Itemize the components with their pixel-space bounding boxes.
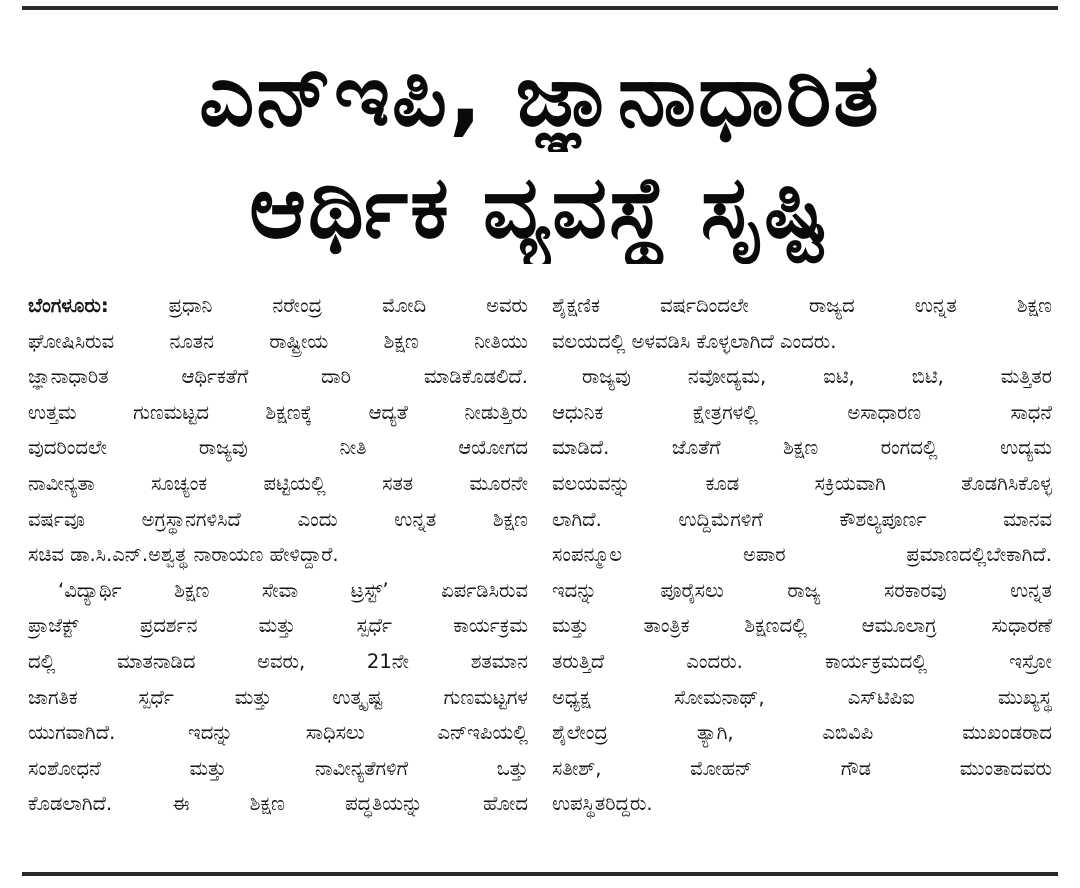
article-line: ಸಚಿವ ಡಾ.ಸಿ.ಎನ್.ಅಶ್ವತ್ಥ ನಾರಾಯಣ ಹೇಳಿದ್ದಾರೆ. <box>28 543 339 567</box>
article-line-text: ಪ್ರಧಾನಿ ನರೇಂದ್ರ ಮೋದಿ ಅವರು <box>108 294 528 317</box>
article-line: ತರುತ್ತಿದೆ ಎಂದರು. ಕಾರ್ಯಕ್ರಮದಲ್ಲಿ ಇಸ್ರೋ <box>552 649 1052 673</box>
article-column-left <box>28 288 528 822</box>
article-line: ಉಪಸ್ಥಿತರಿದ್ದರು. <box>552 792 653 816</box>
article-line: ಸಂಶೋಧನೆ ಮತ್ತು ನಾವೀನ್ಯತೆಗಳಿಗೆ ಒತ್ತು <box>28 756 528 780</box>
article-line: ಅಧ್ಯಕ್ಷ ಸೋಮನಾಥ್, ಎಸ್‌ಟಿಪಿಐ ಮುಖ್ಯಸ್ಥ <box>552 685 1052 709</box>
article-line: ಆಧುನಿಕ ಕ್ಷೇತ್ರಗಳಲ್ಲಿ ಅಸಾಧಾರಣ ಸಾಧನೆ <box>552 400 1052 424</box>
article-line: ಉತ್ತಮ ಗುಣಮಟ್ಟದ ಶಿಕ್ಷಣಕ್ಕೆ ಆದ್ಯತೆ ನೀಡುತ್ತಿರು <box>28 400 528 424</box>
top-rule <box>22 6 1058 10</box>
headline-line-1: ಎನ್‌ಇಪಿ, ಜ್ಞಾನಾಧಾರಿತ <box>199 46 881 146</box>
headline-line-2: ಆರ್ಥಿಕ ವ್ಯವಸ್ಥೆ ಸೃಷ್ಟಿ <box>249 158 831 258</box>
article-line: ಜ್ಞಾನಾಧಾರಿತ ಆರ್ಥಿಕತೆಗೆ ದಾರಿ ಮಾಡಿಕೊಡಲಿದೆ. <box>28 365 528 389</box>
article-line: ವಲಯದಲ್ಲಿ ಅಳವಡಿಸಿ ಕೊಳ್ಳಲಾಗಿದೆ ಎಂದರು. <box>552 329 837 353</box>
article-line: ‘ವಿದ್ಯಾರ್ಥಿ ಶಿಕ್ಷಣ ಸೇವಾ ಟ್ರಸ್ಟ್’ ಏರ್ಪಡಿಸಿರುವ <box>58 578 528 602</box>
article-line: ಮತ್ತು ತಾಂತ್ರಿಕ ಶಿಕ್ಷಣದಲ್ಲಿ ಆಮೂಲಾಗ್ರ ಸುಧಾರಣೆ <box>552 614 1052 638</box>
article-line: ಜಾಗತಿಕ ಸ್ಪರ್ಧೆ ಮತ್ತು ಉತ್ಕೃಷ್ಟ ಗುಣಮಟ್ಟಗಳ <box>28 685 528 709</box>
article-line: ಶೈಕ್ಷಣಿಕ ವರ್ಷದಿಂದಲೇ ರಾಜ್ಯದ ಉನ್ನತ ಶಿಕ್ಷಣ <box>552 294 1052 317</box>
article-line: ಪ್ರಾಜೆಕ್ಟ್ ಪ್ರದರ್ಶನ ಮತ್ತು ಸ್ಪರ್ಧೆ ಕಾರ್ಯಕ್ರಮ <box>28 614 528 638</box>
article-line: ನಾವೀನ್ಯತಾ ಸೂಚ್ಯಂಕ ಪಟ್ಟಿಯಲ್ಲಿ ಸತತ ಮೂರನೇ <box>28 471 528 495</box>
article-line: ದಲ್ಲಿ ಮಾತನಾಡಿದ ಅವರು, 21ನೇ ಶತಮಾನ <box>28 649 528 673</box>
article-line: ಸಂಪನ್ಮೂಲ ಅಪಾರ ಪ್ರಮಾಣದಲ್ಲಿಬೇಕಾಗಿದೆ. <box>552 543 1052 567</box>
article-line: ವುದರಿಂದಲೇ ರಾಜ್ಯವು ನೀತಿ ಆಯೋಗದ <box>28 436 528 460</box>
article-line: ಇದನ್ನು ಪೂರೈಸಲು ರಾಜ್ಯ ಸರಕಾರವು ಉನ್ನತ <box>552 578 1052 602</box>
bottom-rule <box>22 872 1058 876</box>
article-line: ಘೋಷಿಸಿರುವ ನೂತನ ರಾಷ್ಟ್ರೀಯ ಶಿಕ್ಷಣ ನೀತಿಯು <box>28 329 528 353</box>
article-line: ಲಾಗಿದೆ. ಉದ್ದಿಮೆಗಳಿಗೆ ಕೌಶಲ್ಯಪೂರ್ಣ ಮಾನವ <box>552 507 1052 531</box>
article-line: ರಾಜ್ಯವು ನವೋದ್ಯಮ, ಐಟಿ, ಬಿಟಿ, ಮತ್ತಿತರ <box>582 365 1052 389</box>
article-line: ವರ್ಷವೂ ಅಗ್ರಸ್ಥಾನಗಳಿಸಿದೆ ಎಂದು ಉನ್ನತ ಶಿಕ್ಷಣ <box>28 507 528 531</box>
article-line <box>28 288 528 324</box>
article-line: ಮಾಡಿದೆ. ಜೊತೆಗೆ ಶಿಕ್ಷಣ ರಂಗದಲ್ಲಿ ಉದ್ಯಮ <box>552 436 1052 460</box>
dateline: ಬೆಂಗಳೂರು: <box>28 294 109 317</box>
headline <box>22 40 1058 264</box>
article-line: ಕೊಡಲಾಗಿದೆ. ಈ ಶಿಕ್ಷಣ ಪದ್ಧತಿಯನ್ನು ಹೋದ <box>28 792 528 816</box>
article-line: ವಲಯವನ್ನು ಕೂಡ ಸಕ್ರಿಯವಾಗಿ ತೊಡಗಿಸಿಕೊಳ್ಳ <box>552 471 1052 495</box>
article-line: ಸತೀಶ್, ಮೋಹನ್ ಗೌಡ ಮುಂತಾದವರು <box>552 756 1052 780</box>
article-column-right <box>552 288 1052 822</box>
article-line: ಯುಗವಾಗಿದೆ. ಇದನ್ನು ಸಾಧಿಸಲು ಎನ್‌ಇಪಿಯಲ್ಲಿ <box>28 721 528 745</box>
article-line: ಶೈಲೇಂದ್ರ ತ್ಯಾಗಿ, ಎಬಿವಿಪಿ ಮುಖಂಡರಾದ <box>552 721 1052 745</box>
